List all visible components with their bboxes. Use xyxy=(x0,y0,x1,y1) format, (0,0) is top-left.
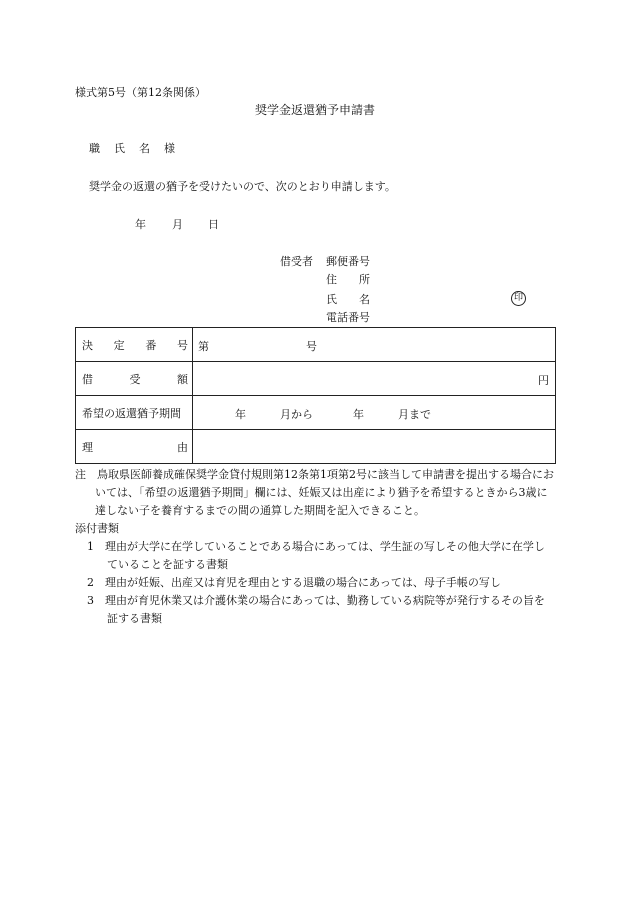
label-char: 決 xyxy=(82,338,93,352)
amount-unit: 円 xyxy=(538,374,549,387)
borrower-label: 借受者 xyxy=(280,255,313,268)
name-char: 名 xyxy=(359,293,370,306)
label-char: 号 xyxy=(176,338,188,352)
period-label xyxy=(76,396,193,430)
seal-mark: 印 xyxy=(511,291,526,306)
attachment-item: 1 理由が大学に在学していることである場合にあっては、学生証の写しその他大学に在学していることを証する書類 xyxy=(87,540,545,571)
table-row xyxy=(76,362,556,396)
addressee-char: 様 xyxy=(164,142,175,155)
period-month-start: 月から xyxy=(280,408,313,421)
reason-label xyxy=(76,430,193,464)
addressee-char: 氏 xyxy=(114,142,125,155)
application-table xyxy=(75,327,556,464)
period-year-start: 年 xyxy=(235,408,246,421)
period-cell[interactable] xyxy=(193,396,556,430)
decision-suffix: 号 xyxy=(306,340,317,353)
date-day: 日 xyxy=(208,218,219,231)
note-text: 注 鳥取県医師養成確保奨学金貸付規則第12条第1項第2号に該当して申請書を提出する場合においては、「希望の返還猶予期間」欄には、妊娠又は出産により猶予を希望するときから3歳に達しない子を養育するまでの間の通算した期間を記入できること。 xyxy=(75,468,554,517)
amount-cell[interactable] xyxy=(193,362,556,396)
attachments-heading: 添付書類 xyxy=(75,522,119,535)
label-char: 理 xyxy=(82,440,93,454)
table-row xyxy=(76,430,556,464)
decision-number-cell[interactable] xyxy=(193,328,556,362)
table-row xyxy=(76,328,556,362)
attachment-item: 3 理由が育児休業又は介護休業の場合にあっては、勤務している病院等が発行するその旨を証する書類 xyxy=(87,594,545,625)
name-label xyxy=(326,293,370,307)
decision-number-label xyxy=(76,328,193,362)
address-label xyxy=(326,273,370,287)
document-title: 奨学金返還猶予申請書 xyxy=(255,103,376,117)
addressee xyxy=(89,142,175,156)
date-month: 月 xyxy=(172,218,183,231)
address-char: 住 xyxy=(326,273,337,286)
label-char: 番 xyxy=(145,338,157,352)
period-year-end: 年 xyxy=(353,408,364,421)
label-char: 借 xyxy=(82,372,93,386)
notes-section xyxy=(75,466,555,628)
addressee-char: 名 xyxy=(139,142,150,155)
table-row xyxy=(76,396,556,430)
postal-label: 郵便番号 xyxy=(326,255,370,268)
decision-prefix: 第 xyxy=(198,340,209,353)
request-text: 奨学金の返還の猶予を受けたいので、次のとおり申請します。 xyxy=(89,180,396,193)
label-char: 額 xyxy=(177,372,188,386)
phone-label: 電話番号 xyxy=(326,311,370,324)
attachment-item: 2 理由が妊娠、出産又は育児を理由とする退職の場合にあっては、母子手帳の写し xyxy=(87,576,501,589)
reason-cell[interactable] xyxy=(193,430,556,464)
name-char: 氏 xyxy=(326,293,337,306)
address-char: 所 xyxy=(359,273,370,286)
amount-label xyxy=(76,362,193,396)
addressee-char: 職 xyxy=(89,142,100,155)
period-label-text: 希望の返還猶予期間 xyxy=(82,406,181,420)
label-char: 由 xyxy=(177,440,188,454)
label-char: 定 xyxy=(113,338,125,352)
form-number: 様式第5号（第12条関係） xyxy=(75,86,206,99)
label-char: 受 xyxy=(129,372,141,386)
date-year: 年 xyxy=(135,218,146,231)
period-month-end: 月まで xyxy=(398,408,431,421)
